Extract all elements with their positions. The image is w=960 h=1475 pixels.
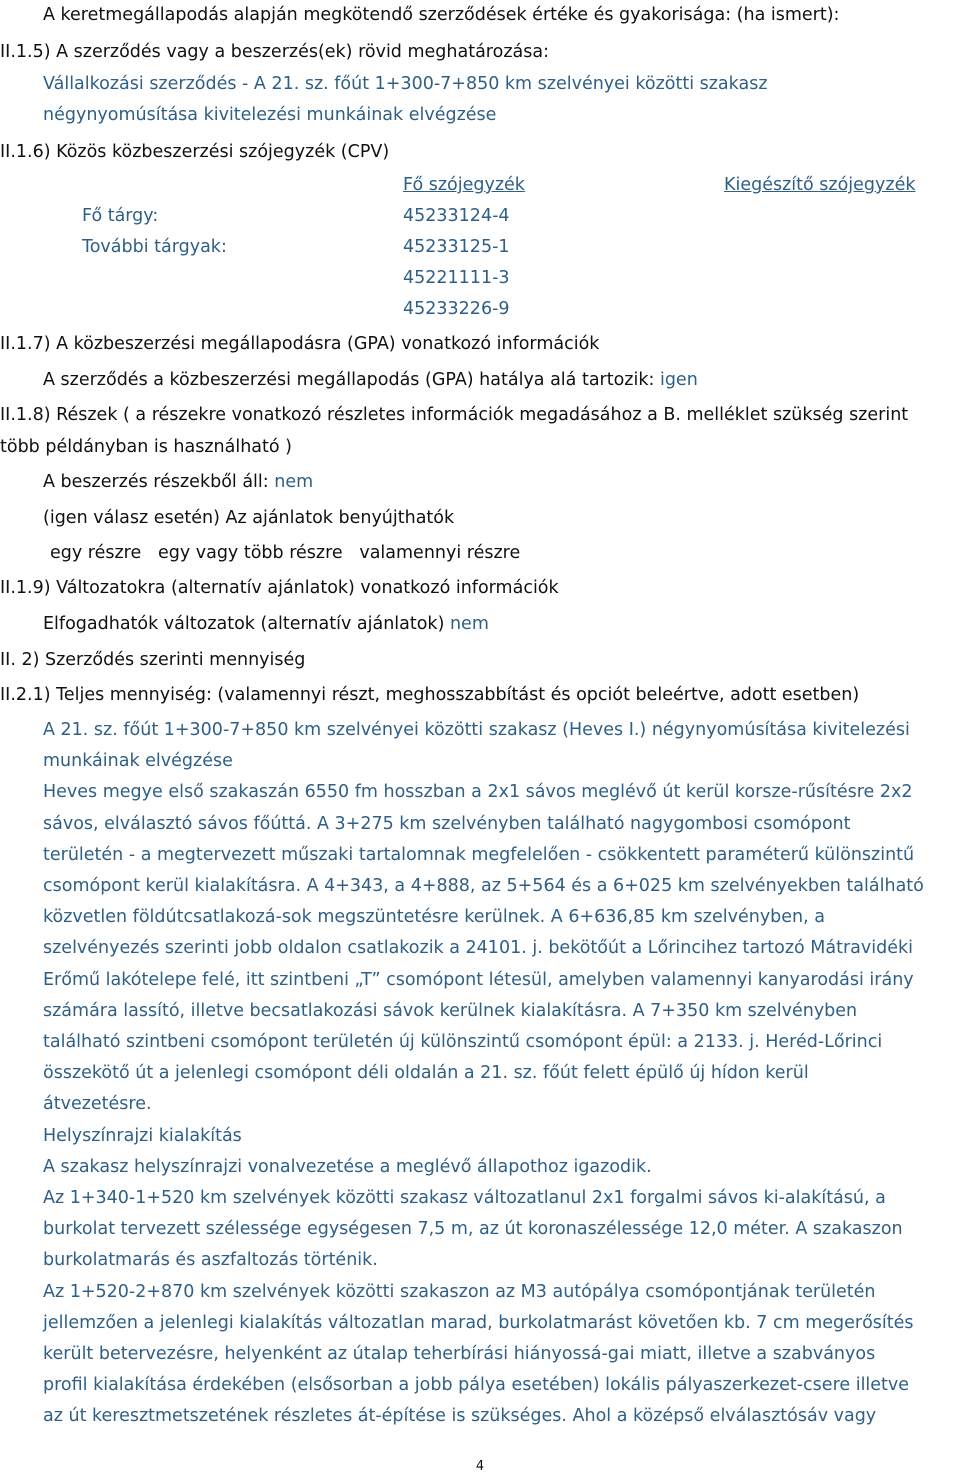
section-II-1-8-heading-cont: több példányban is használható ) <box>0 437 292 457</box>
total-quantity-description <box>43 715 958 1433</box>
description-line: átvezetésre. <box>43 1094 152 1115</box>
section-II-1-5-heading: II.1.5) A szerződés vagy a beszerzés(ek) rövid meghatározása: <box>0 42 549 62</box>
gpa-answer: igen <box>659 370 698 390</box>
short-description-line-2: négynyomúsítása kivitelezési munkáinak elvégzése <box>43 105 497 125</box>
lots-line <box>43 470 313 494</box>
description-line: szelvényezés szerinti jobb oldalon csatlakozik a 24101. j. bekötőút a Lőrincihez tartozó Mátravidéki <box>43 938 913 959</box>
section-II-1-6-heading: II.1.6) Közös közbeszerzési szójegyzék (CPV) <box>0 142 390 162</box>
description-line: összekötő út a jelenlegi csomópont déli oldalán a 21. sz. főút felett épülő új hídon kerül <box>43 1063 809 1084</box>
description-line: burkolat tervezett szélessége egységesen 7,5 m, az út koronaszélessége 12,0 méter. A szakaszon <box>43 1219 903 1240</box>
description-line: profil kialakítása érdekében (elsősorban a jobb pálya esetében) lokális pályaszerkezet-csere illetve <box>43 1375 910 1396</box>
gpa-question: A szerződés a közbeszerzési megállapodás (GPA) hatálya alá tartozik: <box>43 370 660 390</box>
description-line: burkolatmarás és aszfaltozás történik. <box>43 1250 378 1271</box>
description-line: közvetlen földútcsatlakozá-sok megszüntetésre kerülnek. A 6+636,85 km szelvényben, a <box>43 907 825 928</box>
cpv-main-object-label: Fő tárgy: <box>82 206 159 226</box>
contract-value-frequency-line: A keretmegállapodás alapján megkötendő szerződések értéke és gyakorisága: (ha ismert): <box>43 5 840 25</box>
description-line: jellemzően a jelenlegi kialakítás változatlan marad, burkolatmarást követően kb. 7 cm megerősítés <box>43 1312 914 1333</box>
variants-question: Elfogadhatók változatok (alternatív ajánlatok) <box>43 614 450 634</box>
section-II-2-heading: II. 2) Szerződés szerinti mennyiség <box>0 650 306 670</box>
description-line: A szakasz helyszínrajzi vonalvezetése a meglévő állapothoz igazodik. <box>43 1156 652 1177</box>
description-line: csomópont kerül kialakításra. A 4+343, a 4+888, az 5+564 és a 6+025 km szelvényekben található <box>43 876 924 897</box>
description-line: Erőmű lakótelepe felé, itt szintbeni „T” csomópont létesül, amelyben valamennyi kanyarodási irány <box>43 969 914 990</box>
description-line: A 21. sz. főút 1+300-7+850 km szelvényei közötti szakasz (Heves I.) négynyomúsítása kivitelezési <box>43 720 910 740</box>
page-number: 4 <box>475 1459 485 1474</box>
gpa-line <box>43 368 698 392</box>
cpv-additional-code: 45221111-3 <box>403 268 510 288</box>
section-II-2-1-heading: II.2.1) Teljes mennyiség: (valamennyi részt, meghosszabbítást és opciót beleértve, adott esetben) <box>0 685 860 705</box>
cpv-additional-code: 45233125-1 <box>403 237 510 257</box>
description-line: az út keresztmetszetének részletes át-építése is szükséges. Ahol a középső elválasztósáv vagy <box>43 1406 877 1427</box>
description-line: Az 1+520-2+870 km szelvények közötti szakaszon az M3 autópálya csomópontjának területén <box>43 1281 876 1302</box>
cpv-additional-code: 45233226-9 <box>403 299 510 319</box>
cpv-main-vocabulary-header: Fő szójegyzék <box>403 175 525 195</box>
tender-submission-line: (igen válasz esetén) Az ajánlatok benyújthatók <box>43 508 455 528</box>
variants-line <box>43 612 489 636</box>
description-line: sávos, elválasztó sávos főúttá. A 3+275 km szelvényben található nagygombosi csomópont <box>43 813 851 834</box>
description-line: került betervezésre, helyenként az útalap teherbírási hiányossá-gai miatt, illetve a szabványos <box>43 1344 876 1365</box>
description-line: munkáinak elvégzése <box>43 751 233 772</box>
section-II-1-9-heading: II.1.9) Változatokra (alternatív ajánlatok) vonatkozó információk <box>0 578 559 598</box>
lot-options-line: egy részre egy vagy több részre valamennyi részre <box>50 543 521 563</box>
description-line: területén - a megtervezett műszaki tartalomnak megfelelően - csökkentett paraméterű különszintű <box>43 844 915 865</box>
cpv-supplementary-vocabulary-header: Kiegészítő szójegyzék <box>724 175 916 195</box>
variants-answer: nem <box>449 614 489 634</box>
description-subheading: Helyszínrajzi kialakítás <box>43 1125 242 1146</box>
short-description-line-1: Vállalkozási szerződés - A 21. sz. főút 1+300-7+850 km szelvényei közötti szakasz <box>43 74 768 94</box>
section-II-1-8-heading: II.1.8) Részek ( a részekre vonatkozó részletes információk megadásához a B. melléklet szükség szerint <box>0 405 909 425</box>
lots-question: A beszerzés részekből áll: <box>43 472 275 492</box>
cpv-additional-objects-label: További tárgyak: <box>82 237 227 257</box>
section-II-1-7-heading: II.1.7) A közbeszerzési megállapodásra (GPA) vonatkozó információk <box>0 334 600 354</box>
description-line: Az 1+340-1+520 km szelvények közötti szakasz változatlanul 2x1 forgalmi sávos ki-alakítású, a <box>43 1188 886 1209</box>
description-line: számára lassító, illetve becsatlakozási sávok kerülnek kialakításra. A 7+350 km szelvényben <box>43 1000 858 1021</box>
description-line: található szintbeni csomópont területén új különszintű csomópont épül: a 2133. j. Heréd-Lőrinci <box>43 1032 883 1053</box>
lots-answer: nem <box>274 472 314 492</box>
cpv-main-object-code: 45233124-4 <box>403 206 510 226</box>
description-line: Heves megye első szakaszán 6550 fm hosszban a 2x1 sávos meglévő út kerül korsze-rűsítésre 2x2 <box>43 782 913 803</box>
